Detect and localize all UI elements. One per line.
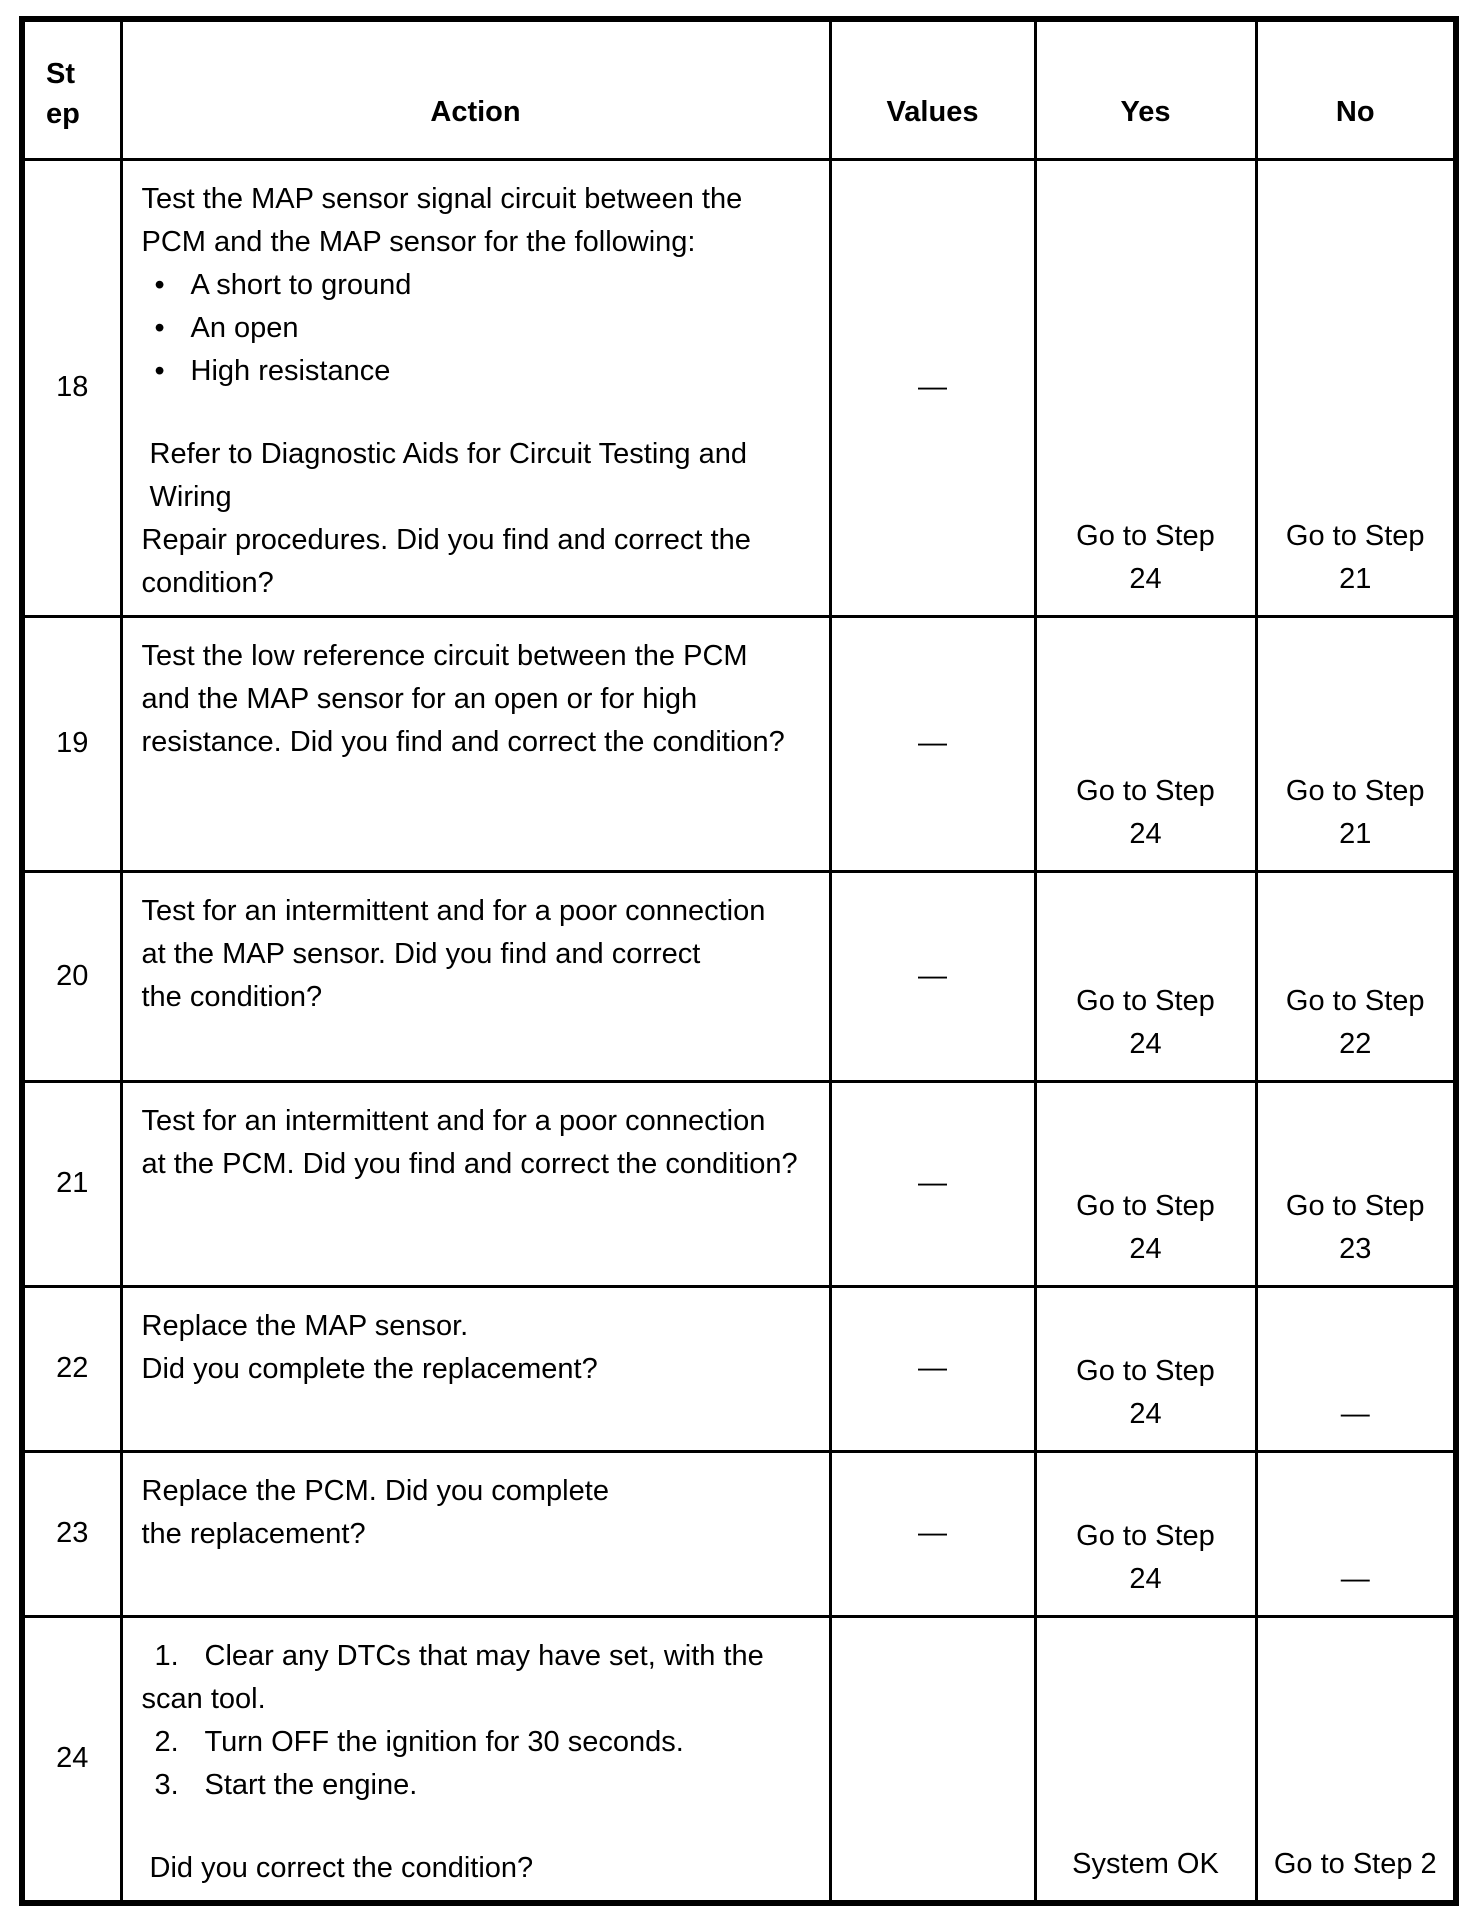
values-cell — [830, 616, 1035, 871]
no-cell — [1256, 1616, 1456, 1903]
action-cell — [121, 1451, 830, 1616]
bullet-icon: • — [154, 268, 165, 301]
values-cell — [830, 871, 1035, 1081]
action-text-line: and the MAP sensor for an open or for high — [141, 682, 698, 715]
bullet-item-text: An open — [190, 311, 299, 344]
table-row — [22, 616, 1456, 871]
step-cell — [22, 159, 121, 616]
values-cell — [830, 1286, 1035, 1451]
yes-goto-line: 24 — [1129, 817, 1162, 850]
no-cell — [1256, 1081, 1456, 1286]
bullet-list-item — [142, 350, 807, 393]
action-text-line: Replace the PCM. Did you complete — [141, 1474, 609, 1507]
numbered-list-item — [142, 1721, 807, 1764]
numbered-item-text: Turn OFF the ignition for 30 seconds. — [204, 1725, 684, 1758]
list-number: 2. — [154, 1725, 179, 1758]
no-goto-line: Go to Step — [1285, 519, 1425, 552]
no-goto-line: Go to Step 2 — [1273, 1847, 1437, 1880]
action-text-line: condition? — [141, 566, 274, 599]
yes-goto-line: Go to Step — [1076, 1189, 1215, 1222]
col-header-step — [22, 19, 121, 159]
action-text-line: at the PCM. Did you find and correct the condition? — [141, 1147, 798, 1180]
action-text-line: the condition? — [141, 980, 323, 1013]
table-row — [22, 1451, 1456, 1616]
values-cell — [830, 1451, 1035, 1616]
no-cell — [1256, 1451, 1456, 1616]
yes-goto-line: Go to Step — [1076, 774, 1215, 807]
no-cell — [1256, 871, 1456, 1081]
col-header-step-line1: St — [46, 57, 75, 90]
step-cell — [22, 1616, 121, 1903]
values-dash: — — [918, 959, 947, 992]
no-goto-line: Go to Step — [1285, 984, 1425, 1017]
action-text-line: the replacement? — [141, 1517, 366, 1550]
action-text-line: resistance. Did you find and correct the condition? — [141, 725, 785, 758]
yes-goto-line: 24 — [1129, 1562, 1162, 1595]
step-number: 20 — [56, 959, 89, 992]
numbered-list-item — [142, 1635, 807, 1678]
yes-goto-line: System OK — [1072, 1847, 1219, 1880]
action-text-line: Replace the MAP sensor. — [141, 1309, 469, 1342]
step-cell — [22, 1081, 121, 1286]
action-text-line: Did you correct the condition? — [149, 1851, 534, 1884]
bullet-icon: • — [154, 311, 165, 344]
step-number: 21 — [56, 1167, 89, 1199]
no-cell — [1256, 1286, 1456, 1451]
step-cell — [22, 1286, 121, 1451]
yes-cell — [1035, 1616, 1256, 1903]
step-cell — [22, 871, 121, 1081]
yes-goto-line: 24 — [1129, 1397, 1162, 1430]
table-row — [22, 1286, 1456, 1451]
table-row — [22, 1081, 1456, 1286]
table-row — [22, 871, 1456, 1081]
numbered-item-text: Start the engine. — [204, 1768, 418, 1801]
numbered-item-text: Clear any DTCs that may have set, with the — [204, 1639, 764, 1672]
no-goto-line: Go to Step — [1285, 774, 1425, 807]
bullet-icon: • — [154, 354, 165, 387]
col-header-no: No — [1256, 19, 1456, 159]
paragraph-gap — [142, 393, 807, 433]
action-text-line: Test the MAP sensor signal circuit between the — [141, 182, 743, 215]
no-cell — [1256, 616, 1456, 871]
yes-cell — [1035, 1286, 1256, 1451]
bullet-list-item — [142, 307, 807, 350]
step-number: 22 — [56, 1352, 89, 1384]
values-dash: — — [918, 371, 947, 403]
step-number: 24 — [56, 1742, 89, 1774]
no-goto-line: 23 — [1339, 1232, 1372, 1265]
yes-goto-line: 24 — [1129, 1027, 1162, 1060]
bullet-item-text: High resistance — [190, 354, 391, 387]
bullet-list-item — [142, 264, 807, 307]
list-number: 1. — [154, 1639, 179, 1672]
yes-goto-line: Go to Step — [1076, 984, 1215, 1017]
yes-cell — [1035, 871, 1256, 1081]
no-goto-line: Go to Step — [1285, 1189, 1425, 1222]
step-cell — [22, 616, 121, 871]
action-text-line: Test for an intermittent and for a poor connection — [141, 894, 766, 927]
bullet-item-text: A short to ground — [190, 268, 412, 301]
table-row — [22, 1616, 1456, 1903]
yes-goto-line: Go to Step — [1076, 519, 1215, 552]
col-header-step-line2: ep — [46, 97, 80, 130]
col-header-values: Values — [830, 19, 1035, 159]
numbered-list-item — [142, 1764, 807, 1807]
action-text-line: Test for an intermittent and for a poor connection — [141, 1104, 766, 1137]
yes-goto-line: Go to Step — [1076, 1519, 1215, 1552]
diagnostic-table — [19, 16, 1459, 1906]
action-cell — [121, 1616, 830, 1903]
action-text-line: at the MAP sensor. Did you find and correct — [141, 937, 701, 970]
values-dash: — — [918, 1517, 947, 1549]
yes-goto-line: Go to Step — [1076, 1354, 1215, 1387]
no-goto-line: — — [1340, 1397, 1370, 1430]
action-text-line: Repair procedures. Did you find and correct the — [141, 523, 751, 556]
action-text-line: PCM and the MAP sensor for the following: — [141, 225, 696, 258]
no-goto-line: 21 — [1339, 562, 1372, 595]
col-header-action: Action — [121, 19, 830, 159]
yes-goto-line: 24 — [1129, 1232, 1162, 1265]
yes-cell — [1035, 616, 1256, 871]
action-text-line: Test the low reference circuit between the PCM — [141, 639, 748, 672]
action-cell — [121, 159, 830, 616]
action-text-line: Did you complete the replacement? — [141, 1352, 598, 1385]
table-body — [22, 159, 1456, 1903]
values-dash: — — [918, 727, 947, 759]
action-cell — [121, 616, 830, 871]
values-dash: — — [918, 1352, 947, 1384]
action-cell — [121, 1081, 830, 1286]
action-text-line: scan tool. — [141, 1682, 266, 1715]
step-number: 23 — [56, 1517, 89, 1549]
no-cell — [1256, 159, 1456, 616]
header-row — [22, 19, 1456, 159]
paragraph-gap — [142, 1807, 807, 1847]
step-number: 19 — [56, 727, 89, 759]
yes-cell — [1035, 1081, 1256, 1286]
values-cell — [830, 1081, 1035, 1286]
values-cell — [830, 1616, 1035, 1903]
yes-cell — [1035, 159, 1256, 616]
action-cell — [121, 871, 830, 1081]
step-cell — [22, 1451, 121, 1616]
list-number: 3. — [154, 1768, 179, 1801]
no-goto-line: — — [1340, 1562, 1370, 1595]
values-dash: — — [918, 1167, 947, 1199]
no-goto-line: 21 — [1339, 817, 1372, 850]
yes-cell — [1035, 1451, 1256, 1616]
step-number: 18 — [56, 371, 89, 403]
no-goto-line: 22 — [1339, 1027, 1372, 1060]
action-text-line: Refer to Diagnostic Aids for Circuit Testing and Wiring — [149, 437, 747, 513]
table-row — [22, 159, 1456, 616]
col-header-yes: Yes — [1035, 19, 1256, 159]
values-cell — [830, 159, 1035, 616]
action-cell — [121, 1286, 830, 1451]
yes-goto-line: 24 — [1129, 562, 1162, 595]
